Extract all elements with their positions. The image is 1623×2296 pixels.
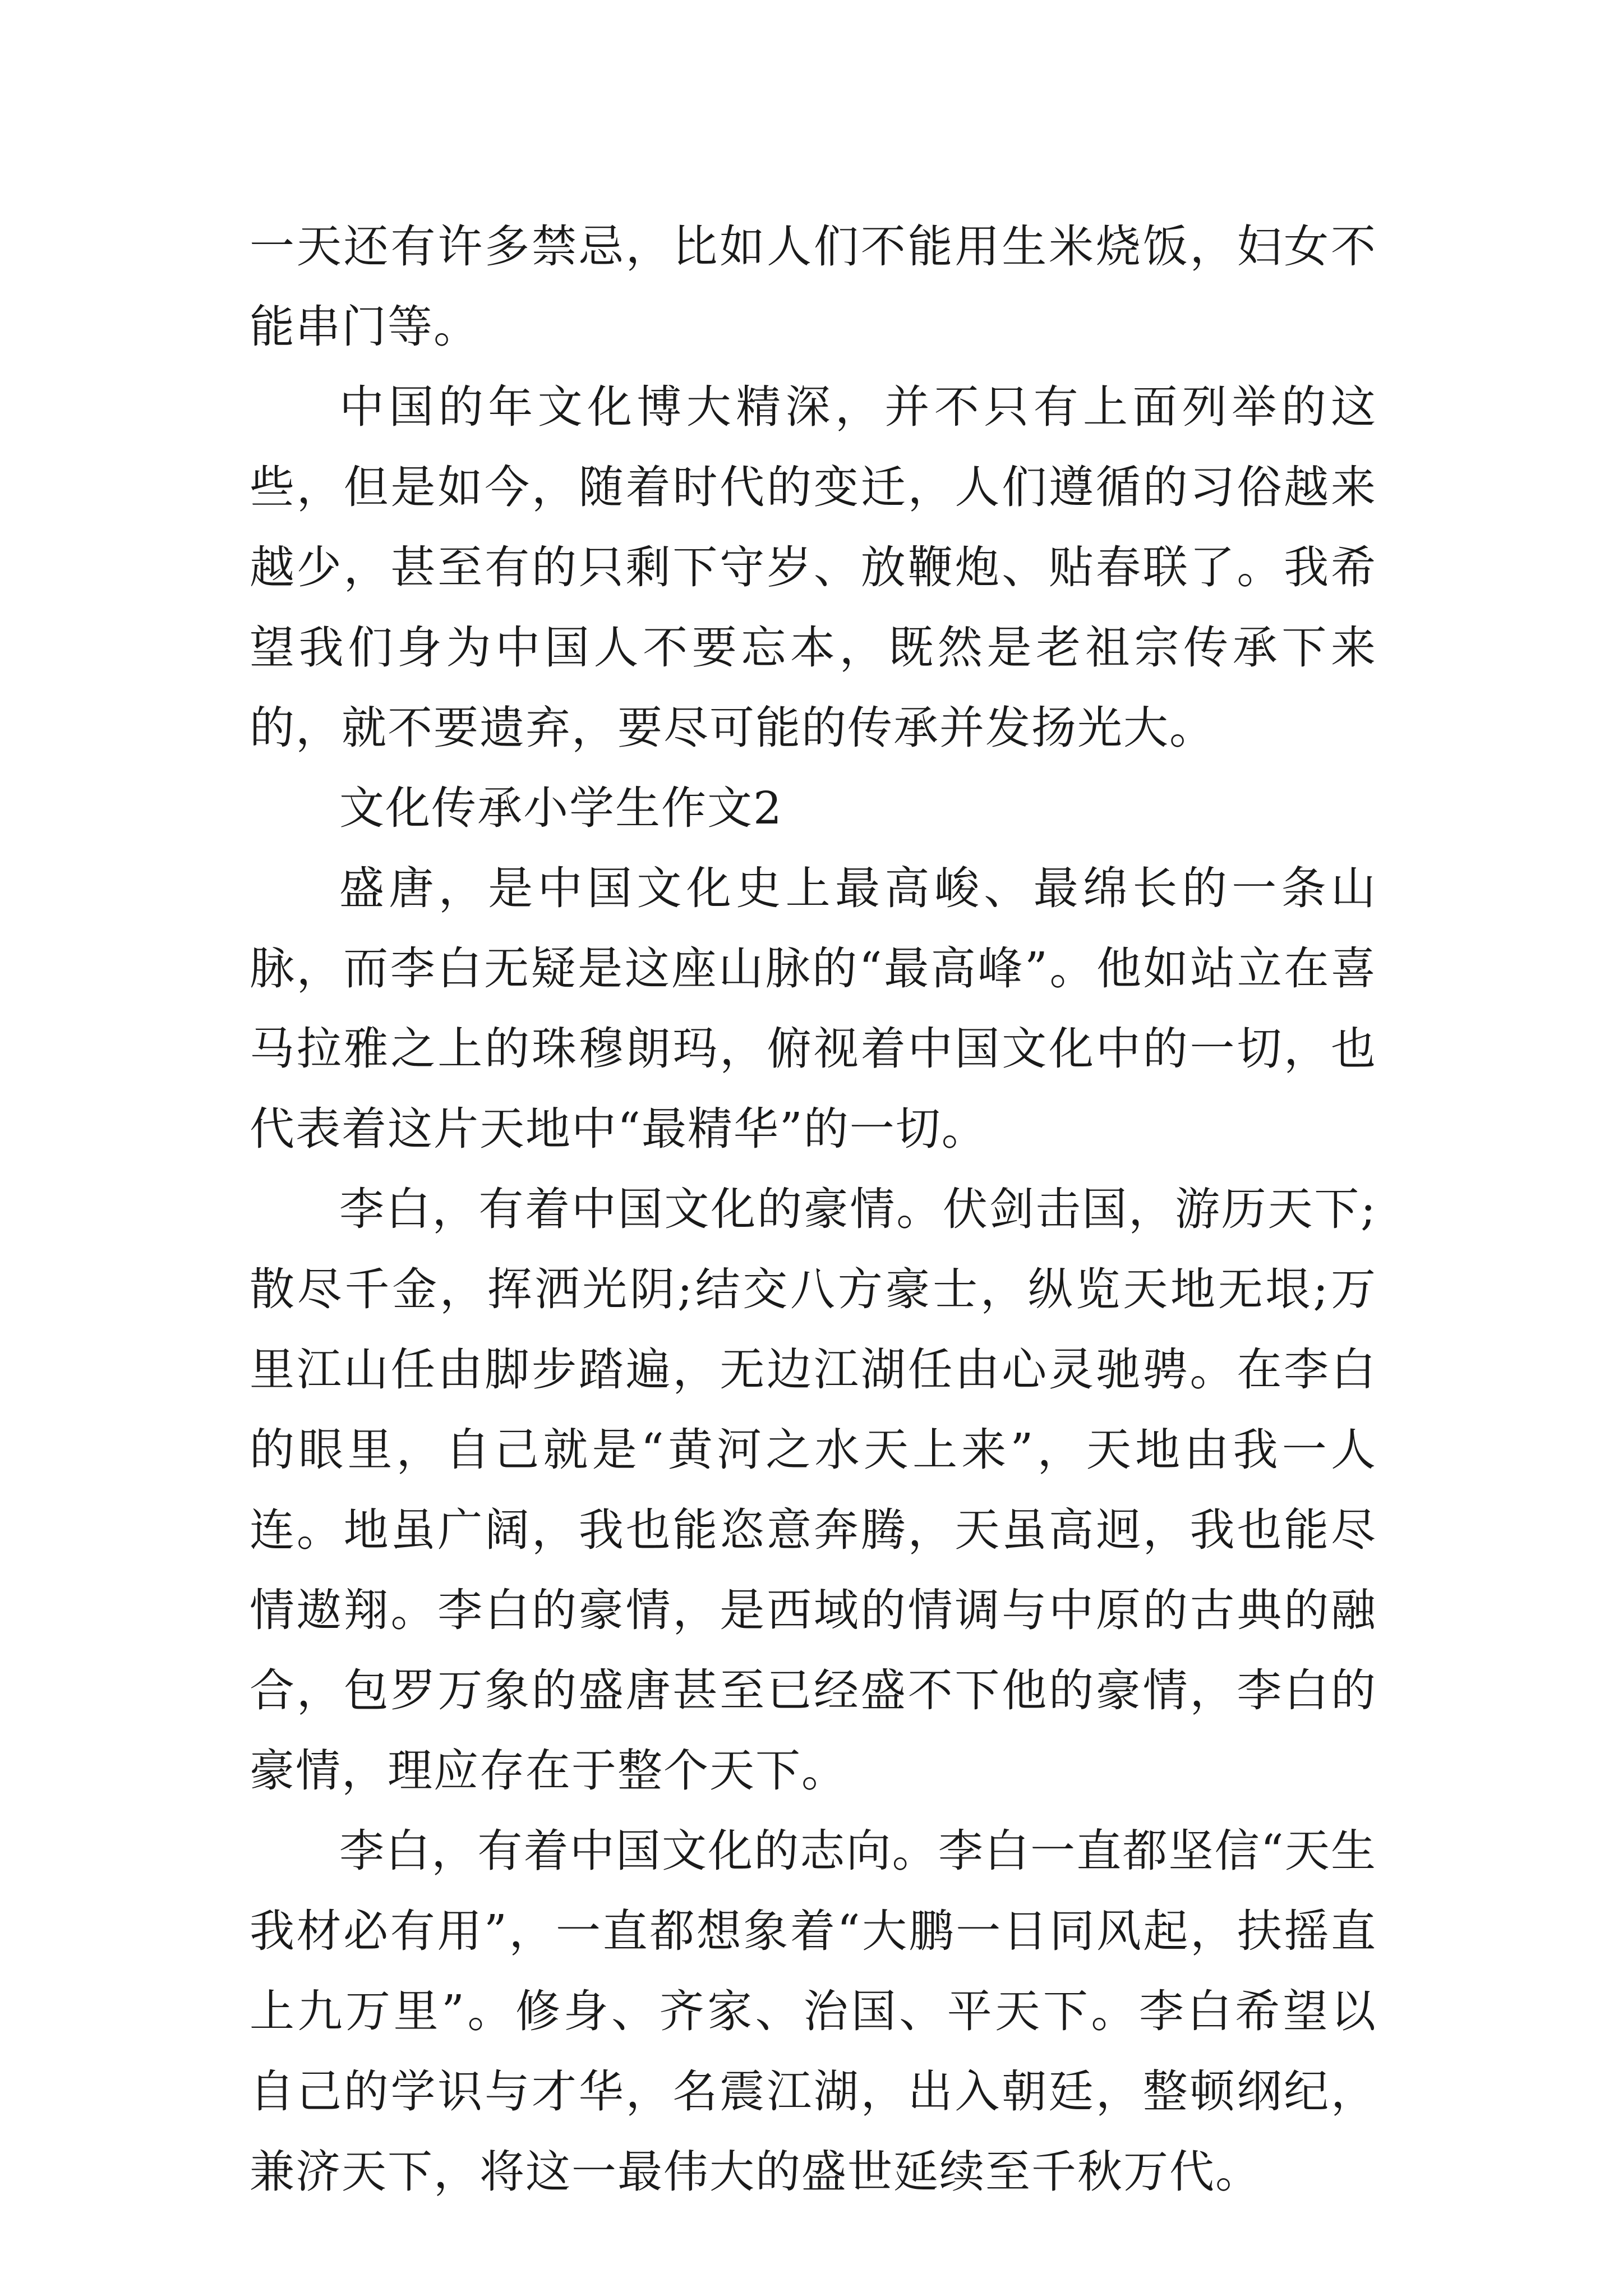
document-body [250,206,1377,2212]
paragraph-tang-dynasty: 盛唐，是中国文化史上最高峻、最绵长的一条山脉，而李白无疑是这座山脉的“最高峰”。他如站立在喜马拉雅之上的珠穆朗玛，俯视着中国文化中的一切，也代表着这片天地中“最精华”的一切。 [250,862,1377,1155]
section-heading: 文化传承小学生作文2 [339,782,783,834]
paragraph-li-bai-ambition: 李白，有着中国文化的志向。李白一直都坚信“天生我材必有用”，一直都想象着“大鹏一日同风起，扶摇直上九万里”。修身、齐家、治国、平天下。李白希望以自己的学识与才华，名震江湖，出入朝廷，整顿纲纪，兼济天下，将这一最伟大的盛世延续至千秋万代。 [250,1825,1377,2198]
paragraph-new-year-culture: 中国的年文化博大精深，并不只有上面列举的这些，但是如今，随着时代的变迁，人们遵循的习俗越来越少，甚至有的只剩下守岁、放鞭炮、贴春联了。我希望我们身为中国人不要忘本，既然是老祖宗传承下来的，就不要遗弃，要尽可能的传承并发扬光大。 [250,381,1377,754]
paragraph-li-bai-passion: 李白，有着中国文化的豪情。伏剑击国，游历天下;散尽千金，挥洒光阴;结交八方豪士，纵览天地无垠;万里江山任由脚步踏遍，无边江湖任由心灵驰骋。在李白的眼里，自己就是“黄河之水天上来”，天地由我一人连。地虽广阔，我也能恣意奔腾，天虽高迥，我也能尽情遨翔。李白的豪情，是西域的情调与中原的古典的融合，包罗万象的盛唐甚至已经盛不下他的豪情，李白的豪情，理应存在于整个天下。 [250,1183,1377,1797]
paragraph-continuation: 一天还有许多禁忌，比如人们不能用生米烧饭，妇女不能串门等。 [250,220,1377,353]
